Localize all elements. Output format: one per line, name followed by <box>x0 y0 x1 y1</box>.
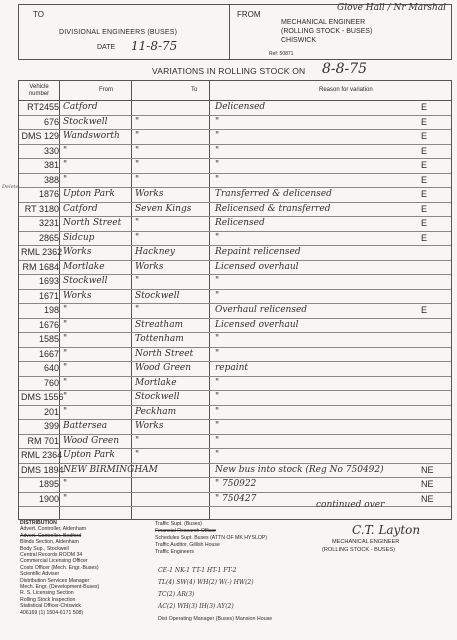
dist-line: Central Records ROOM 34 <box>20 552 83 559</box>
vehicle-number-cell: 640 <box>43 363 59 373</box>
table-row <box>19 464 451 479</box>
vehicle-number-cell: RML 2364 <box>21 450 63 460</box>
from-cell: " <box>63 479 68 489</box>
from-cell: Works <box>63 290 92 301</box>
from-cell: " <box>63 334 68 344</box>
table-row <box>19 130 451 145</box>
garage-codes <box>158 565 272 625</box>
reason-cell: Overhaul relicensed <box>215 305 308 315</box>
vehicle-number-cell: 1876 <box>38 189 59 199</box>
dist-line: Body Sup., Stockwell <box>20 545 69 552</box>
vehicle-number-cell: RM 1684 <box>22 261 59 272</box>
vehicle-number-cell: 1895 <box>38 479 59 489</box>
to-cell: " <box>135 145 140 156</box>
mark-cell: E <box>421 203 428 214</box>
to-cell: North Street <box>135 348 194 359</box>
vehicle-number-cell: 760 <box>43 377 59 388</box>
reason-cell: Licensed overhaul <box>215 319 299 330</box>
from-cell: " <box>63 319 68 330</box>
to-cell: Works <box>135 189 164 199</box>
vehicle-number-cell: 1667 <box>38 348 59 359</box>
table-row <box>19 217 451 232</box>
code-line: TC(2) AR(3) <box>158 591 195 598</box>
dist-line: Rolling Stock Inspection <box>20 596 76 603</box>
table-row <box>19 348 451 363</box>
reason-cell: " <box>215 392 220 402</box>
col-header-vehicle: Vehicle number <box>28 84 50 97</box>
mark-cell: E <box>421 218 428 228</box>
reason-cell: " <box>215 160 220 170</box>
reason-cell: Repaint relicensed <box>215 247 301 257</box>
from-cell: Stockwell <box>63 116 108 127</box>
reason-cell: " 750922 <box>215 479 257 489</box>
from-cell: Works <box>63 247 92 257</box>
from-cell: " <box>63 392 68 402</box>
table-row <box>19 275 451 290</box>
col-header-to: To <box>191 87 198 93</box>
to-cell: " <box>135 116 140 127</box>
signatory-title: MECHANICAL ENGINEER <box>332 539 400 545</box>
to-label: TO <box>33 10 44 19</box>
reason-cell: " <box>215 116 220 127</box>
dist-line: DISTRIBUTION <box>20 520 57 526</box>
distribution-mid <box>155 521 267 556</box>
to-cell: Hackney <box>135 247 175 257</box>
from-cell: Stockwell <box>63 276 108 286</box>
reason-cell: " <box>215 276 220 286</box>
table-row <box>19 174 451 189</box>
reason-cell: " <box>215 290 220 301</box>
dist-line: Scientific Adviser <box>20 571 60 578</box>
vehicle-number-cell: 2865 <box>38 232 59 243</box>
table-row <box>19 391 451 406</box>
from-cell: Sidcup <box>63 232 95 243</box>
title-date: 8-8-75 <box>322 61 368 77</box>
dist-line: Statistical Officer-Chiswick <box>20 603 82 610</box>
from-cell: Wood Green <box>63 435 120 446</box>
reason-cell: Transferred & delicensed <box>215 189 332 199</box>
mid-line: Traffic Supt. (Buses) <box>155 521 202 527</box>
col-header-reason: Reason for variation <box>319 87 373 93</box>
mark-cell: NE <box>421 479 434 489</box>
vehicle-number-cell: 1585 <box>38 334 59 344</box>
variations-table <box>18 80 452 520</box>
continued-note: continued over <box>316 500 385 510</box>
to-cell: " <box>135 450 140 460</box>
to-cell: " <box>135 276 140 286</box>
reason-cell: " <box>215 131 220 141</box>
table-row <box>19 493 451 508</box>
from-line-1: MECHANICAL ENGINEER <box>281 19 366 26</box>
from-cell: " <box>63 493 68 504</box>
from-cell: " <box>63 145 68 156</box>
reason-cell: New bus into stock (Reg No 750492) <box>215 464 384 475</box>
to-cell: Streatham <box>135 319 184 330</box>
col-header-from: From <box>99 87 113 93</box>
vehicle-number-cell: 388 <box>43 174 59 185</box>
reason-cell: repaint <box>215 363 249 373</box>
reason-cell: " <box>215 334 220 344</box>
code-line: CE-1 NK-1 TT-1 HT-1 FT-2 <box>158 567 237 574</box>
table-row <box>19 304 451 319</box>
mark-cell: E <box>421 145 428 156</box>
mark-cell: E <box>421 305 428 315</box>
dist-line: Advert. Controller, Bedford <box>20 532 82 539</box>
to-cell: " <box>135 160 140 170</box>
from-cell: " <box>63 377 68 388</box>
from-cell: Battersea <box>63 421 108 431</box>
mark-cell: E <box>421 102 428 112</box>
table-row <box>19 116 451 131</box>
table-row <box>19 377 451 392</box>
table-row <box>19 319 451 334</box>
reason-cell: " <box>215 406 220 417</box>
mark-cell: NE <box>421 464 434 475</box>
dist-line: Advert. Controller, Aldenham <box>20 526 87 533</box>
reason-cell: Licensed overhaul <box>215 261 299 272</box>
vehicle-number-cell: 399 <box>43 421 59 431</box>
table-row <box>19 261 451 276</box>
to-cell: Wood Green <box>135 363 192 373</box>
from-cell: Upton Park <box>63 189 115 199</box>
date-label: DATE <box>97 44 116 51</box>
to-cell: Peckham <box>135 406 177 417</box>
reason-cell: " <box>215 377 220 388</box>
mark-cell: E <box>421 232 428 243</box>
vehicle-number-cell: 201 <box>43 406 59 417</box>
from-cell: " <box>63 406 68 417</box>
vehicle-number-cell: 1900 <box>38 493 59 504</box>
date-value: 11-8-75 <box>131 39 178 53</box>
mid-line: Schedules Supt. Buses (ATTN OF MK HYSLOP) <box>155 534 268 541</box>
dist-line: Costs Officer (Mech. Engr.-Buses) <box>20 564 99 571</box>
from-line-3: CHISWICK <box>281 37 316 44</box>
table-row <box>19 420 451 435</box>
signature: C.T. Layton <box>352 523 421 537</box>
vehicle-number-cell: 1671 <box>38 290 59 301</box>
from-label: FROM <box>237 10 261 19</box>
dist-line: Distribution Services Manager <box>20 577 90 584</box>
dist-line: Mech. Engr. (Development-Buses) <box>20 584 100 591</box>
to-cell: " <box>135 435 140 446</box>
table-row <box>19 478 451 493</box>
to-cell: " <box>135 174 140 185</box>
from-cell: " <box>63 160 68 170</box>
document-title: VARIATIONS IN ROLLING STOCK ON <box>152 66 306 76</box>
vehicle-number-cell: 330 <box>43 145 59 156</box>
from-cell: " <box>63 348 68 359</box>
to-cell: Stockwell <box>135 392 180 402</box>
from-cell: " <box>63 174 68 185</box>
vehicle-number-cell: DMS 129 <box>21 131 59 141</box>
mid-line: Traffic Engineers <box>155 548 194 555</box>
to-recipient: DIVISIONAL ENGINEERS (BUSES) <box>59 29 178 36</box>
dist-line: Blinds Section, Aldenham <box>20 539 79 546</box>
to-cell: Tottenham <box>135 334 184 344</box>
table-row <box>19 333 451 348</box>
from-cell: " <box>63 305 68 315</box>
table-row <box>19 101 451 116</box>
from-line-2: (ROLLING STOCK - BUSES) <box>281 28 373 35</box>
from-cell: Catford <box>63 203 98 214</box>
vehicle-number-cell: RML 2362 <box>21 247 63 257</box>
from-cell: Upton Park <box>63 450 115 460</box>
table-row <box>19 246 451 261</box>
margin-note: Delete <box>2 184 19 190</box>
signatory-department: (ROLLING STOCK - BUSES) <box>322 547 395 553</box>
vehicle-number-cell: 198 <box>43 305 59 315</box>
reason-cell: " <box>215 232 220 243</box>
table-row <box>19 203 451 218</box>
vehicle-number-cell: 381 <box>43 160 59 170</box>
dist-line: R. S. Licensing Section <box>20 590 74 597</box>
handwritten-scrawl: Glove Hall / Nr Marshal <box>337 3 447 13</box>
code-line: AC(2) WH(3) IH(3) AY(2) <box>158 603 234 610</box>
code-line: TL(4) SW(4) WH(2) W(-) HW(2) <box>158 579 254 586</box>
from-cell: NEW BIRMINGHAM <box>63 464 158 475</box>
vehicle-number-cell: 1693 <box>38 276 59 286</box>
vehicle-number-cell: DMS 1894 <box>21 464 64 475</box>
from-cell: Catford <box>63 102 98 112</box>
to-section <box>19 5 230 59</box>
vehicle-number-cell: RT 3180 <box>24 203 59 214</box>
mid-line: Financial Research Officer <box>155 527 217 534</box>
mark-cell: E <box>421 116 428 127</box>
mark-cell: E <box>421 174 428 185</box>
table-row <box>19 362 451 377</box>
code-line: Dist Operating Manager (Buses) Mansion House <box>158 616 273 622</box>
table-row <box>19 435 451 450</box>
reason-cell: " <box>215 450 220 460</box>
from-cell: Mortlake <box>63 261 105 272</box>
header-box <box>18 4 452 60</box>
from-cell: " <box>63 363 68 373</box>
mark-cell: E <box>421 160 428 170</box>
table-row <box>19 449 451 464</box>
table-row <box>19 232 451 247</box>
table-row <box>19 406 451 421</box>
reason-cell: " <box>215 174 220 185</box>
reason-cell: Delicensed <box>215 102 266 112</box>
to-cell: Mortlake <box>135 377 177 388</box>
reason-cell: " <box>215 421 220 431</box>
dist-line: 406169 (1) 1504-6171 508) <box>20 609 84 616</box>
to-cell: Stockwell <box>135 290 180 301</box>
to-cell: " <box>135 232 140 243</box>
reference-number: Ref: 50871 <box>269 51 294 57</box>
reason-cell: " <box>215 348 220 359</box>
table-row <box>19 145 451 160</box>
from-cell: North Street <box>63 218 122 228</box>
to-cell: " <box>135 131 140 141</box>
to-cell: " <box>135 305 140 315</box>
distribution-list <box>20 520 99 616</box>
mark-cell: E <box>421 189 428 199</box>
reason-cell: " 750427 <box>215 493 257 504</box>
mid-line: Traffic Auditor, Gillish House <box>155 541 220 548</box>
to-cell: Works <box>135 261 164 272</box>
table-row <box>19 290 451 305</box>
to-cell: " <box>135 218 140 228</box>
reason-cell: " <box>215 435 220 446</box>
mark-cell: E <box>421 131 428 141</box>
vehicle-number-cell: 3231 <box>38 218 59 228</box>
table-row <box>19 159 451 174</box>
vehicle-number-cell: 676 <box>43 116 59 127</box>
to-cell: Works <box>135 421 164 431</box>
vehicle-number-cell: DMS 1556 <box>21 392 64 402</box>
to-cell: Seven Kings <box>135 203 192 214</box>
mark-cell: NE <box>421 493 434 504</box>
from-cell: Wandsworth <box>63 131 120 141</box>
vehicle-number-cell: RM 701 <box>27 435 59 446</box>
reason-cell: Relicensed & transferred <box>215 203 331 214</box>
reason-cell: " <box>215 145 220 156</box>
table-row <box>19 188 451 203</box>
vehicle-number-cell: 1676 <box>38 319 59 330</box>
vehicle-number-cell: RT2455 <box>27 102 59 112</box>
dist-line: Commercial Licensing Officer <box>20 558 88 565</box>
reason-cell: Relicensed <box>215 218 265 228</box>
